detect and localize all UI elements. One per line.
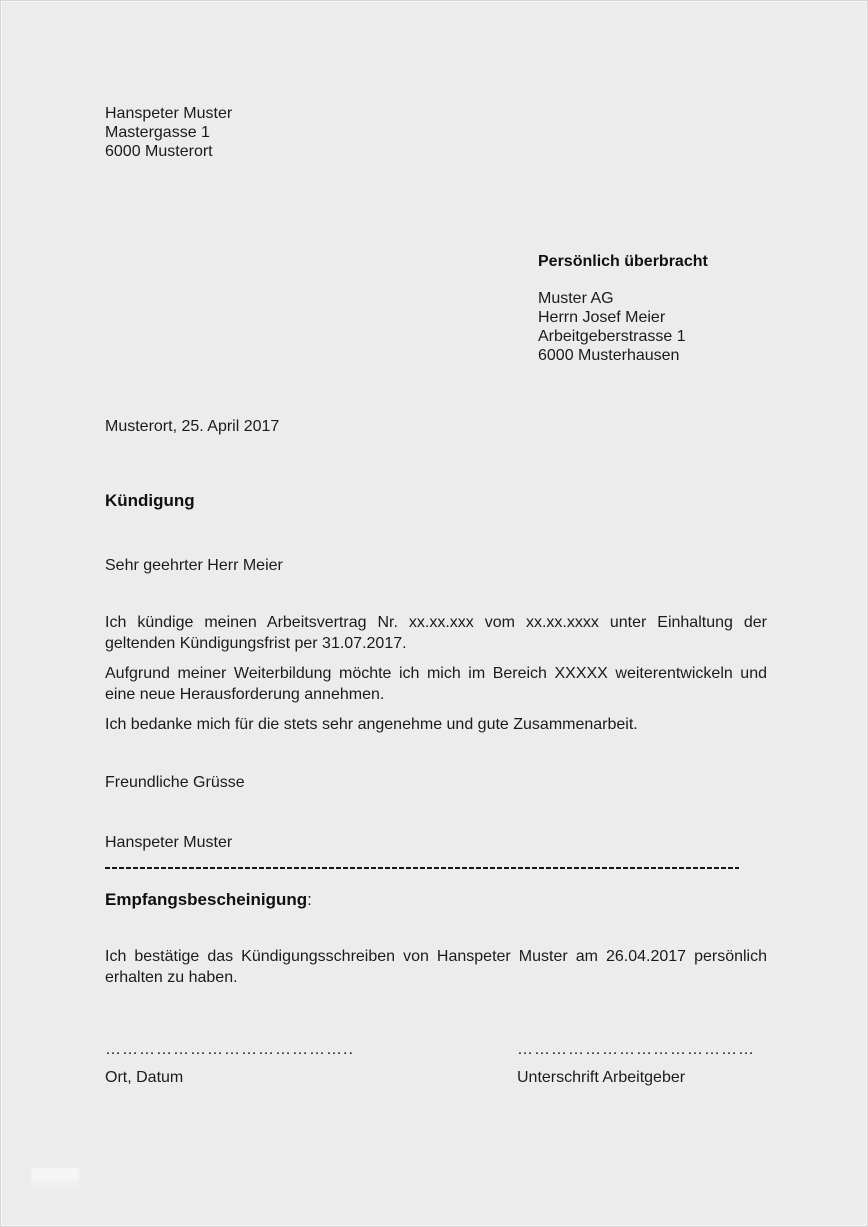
receipt-heading — [105, 890, 312, 910]
signature-label-employer: Unterschrift Arbeitgeber — [517, 1069, 686, 1086]
dotted-line-left: …………………………………….. — [105, 1041, 354, 1058]
body-paragraph-2: Aufgrund meiner Weiterbildung möchte ich mich im Bereich XXXXX weiterentwickeln und eine neue Herausforderung annehmen. — [105, 665, 767, 703]
date-line: Musterort, 25. April 2017 — [105, 418, 280, 435]
receipt-heading-colon: : — [307, 890, 312, 909]
body-paragraph-1: Ich kündige meinen Arbeitsvertrag Nr. xx.xx.xxx vom xx.xx.xxxx unter Einhaltung der geltenden Kündigungsfrist per 31.07.2017. — [105, 614, 767, 652]
dashed-separator-line — [105, 867, 739, 869]
recipient-street: Arbeitgeberstrasse 1 — [538, 328, 686, 345]
sender-name: Hanspeter Muster — [105, 105, 233, 122]
sender-street: Mastergasse 1 — [105, 124, 210, 141]
recipient-company: Muster AG — [538, 290, 614, 307]
signature-field-employer — [517, 1041, 777, 1087]
recipient-address-block — [538, 252, 708, 365]
signature-name: Hanspeter Muster — [105, 834, 233, 851]
delivery-note: Persönlich überbracht — [538, 253, 708, 270]
receipt-body: Ich bestätige das Kündigungsschreiben von Hanspeter Muster am 26.04.2017 persönlich erhalten zu haben. — [105, 948, 767, 986]
sender-address-block — [105, 104, 232, 161]
dotted-line-right: …………………………………… — [517, 1041, 755, 1058]
watermark — [31, 1168, 79, 1188]
recipient-attention: Herrn Josef Meier — [538, 309, 666, 326]
salutation: Sehr geehrter Herr Meier — [105, 557, 283, 574]
signature-label-place-date: Ort, Datum — [105, 1069, 184, 1086]
receipt-heading-text: Empfangsbescheinigung — [105, 890, 308, 909]
recipient-city: 6000 Musterhausen — [538, 347, 680, 364]
closing-phrase: Freundliche Grüsse — [105, 774, 245, 791]
body-paragraph-3: Ich bedanke mich für die stets sehr angenehme und gute Zusammenarbeit. — [105, 716, 638, 733]
sender-city: 6000 Musterort — [105, 143, 213, 160]
signature-field-place-date — [105, 1041, 365, 1087]
subject-heading: Kündigung — [105, 491, 195, 510]
